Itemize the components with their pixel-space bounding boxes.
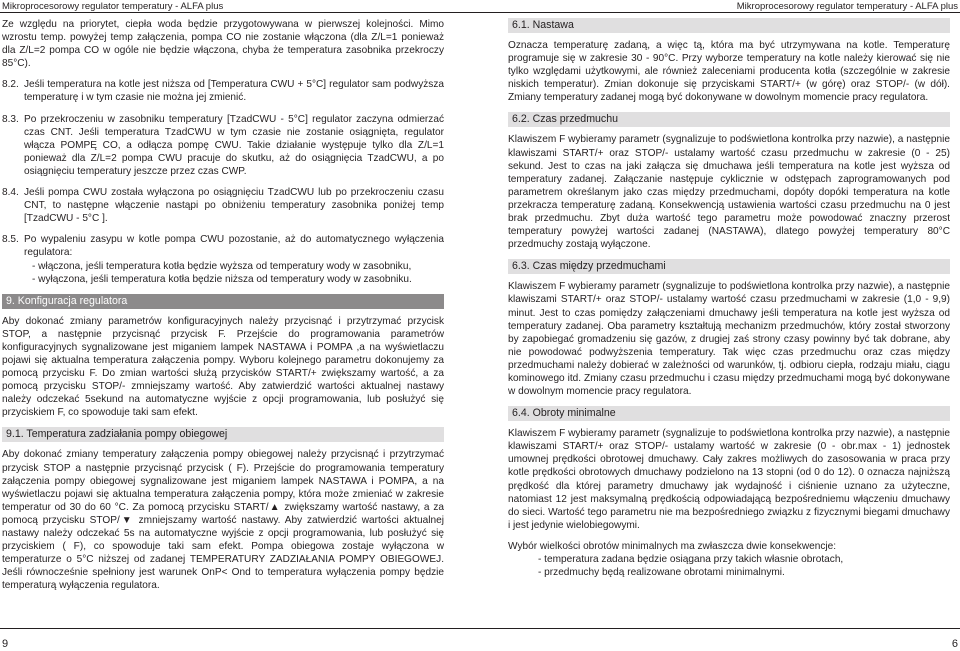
section-6-4-heading: 6.4. Obroty minimalne <box>508 406 950 421</box>
right-column <box>508 18 950 579</box>
left-column <box>2 18 444 600</box>
page-number-right: 6 <box>951 638 958 650</box>
header-right: Mikroprocesorowy regulator temperatury - ALFA plus <box>736 1 958 12</box>
paragraph-number: 8.2. <box>2 79 19 91</box>
paragraph-text: Po wypaleniu zasypu w kotle pompa CWU pozostanie, aż do automatycznego wyłączenia regulatora: <box>24 234 444 259</box>
page-number-left: 9 <box>2 638 9 650</box>
section-6-3-text: Klawiszem F wybieramy parametr (sygnalizuje to podświetlona kontrolka przy nazwie), a następnie klawiszami START/+ oraz STOP/- ustalamy wartość czasu przedmuchami w zakresie (1,0 - 9,9) minut. Jest to czas pomiędzy załączeniami dmuchawy jeśli temperatura na kotle jest wyższa od temperatury zadanej. Oba parametry kształtują mechanizm przedmuchów, który został stworzony by zapobiegać gromadzeniu się gazów, z drugiej zaś strony czasy powinny być tak dobrane, aby nie powodować podwyższenia temperatury. Tak więc czas przedmuchu oraz czas między przedmuchami należy dobierać w zależności od warunków, tj. odbioru ciepła, rodzaju miału, ciągu kominowego itd. Zmiany czasu przedmuchu i czasu między przedmuchami mogą być dokonywane w dowolnym momencie pracy regulatora. <box>508 281 950 398</box>
paragraph-8-4 <box>2 186 444 225</box>
section-9-heading: 9. Konfiguracja regulatora <box>2 294 444 309</box>
section-6-4-after: Wybór wielkości obrotów minimalnych ma zwłaszcza dwie konsekwencje: <box>508 540 837 552</box>
paragraph-8-5 <box>2 233 444 259</box>
paragraph-text: Jeśli pompa CWU została wyłączona po osiągnięciu TzadCWU lub po przekroczeniu czasu CNT, to następne włączenie nastąpi po obniżeniu temperatury zasobnika poniżej temp [TzadCWU - 5°C ]. <box>24 187 444 225</box>
paragraph-8-5-list <box>32 260 444 286</box>
paragraph-text: Jeśli temperatura na kotle jest niższa od [Temperatura CWU + 5°C] regulator sam podwyższa temperaturę i w tym czasie nie można jej zmienić. <box>24 79 444 104</box>
list-item: - wyłączona, jeśli temperatura kotła będzie niższa od temperatury wody w zasobniku. <box>32 273 412 285</box>
intro-paragraph: Ze względu na priorytet, ciepła woda będzie przygotowywana w pierwszej kolejności. Mimo wzrostu temp. powyżej temp załączenia, pompa CO nie zostanie włączona (dla Z/L=1 ponieważ dla Z/L=2 pompa CO w ogóle nie będzie włączona, chyba że temperatura zasobnika przekroczy 85°C). <box>2 19 444 70</box>
header-rule <box>0 12 960 13</box>
section-6-3-heading: 6.3. Czas między przedmuchami <box>508 259 950 274</box>
paragraph-number: 8.3. <box>2 113 19 125</box>
section-6-1-heading: 6.1. Nastawa <box>508 18 950 33</box>
section-6-4-text: Klawiszem F wybieramy parametr (sygnalizuje to podświetlona kontrolka przy nazwie), a następnie klawiszami START/+ oraz STOP/- ustalamy wartość w zakresie (0 - obr.max - 1) jednostek umownej prędkości obrotowej dmuchawy. Cały zakres możliwych do zasosowania w praca przy kotle prędkości obrotowych dmuchawy podzielono na 13 stopni (od 0 do 12). 0 oznacza najniższą prędkość dla której parametry dmuchawy jak wydajność i ciśnienie uznano za użyteczne, natomiast 12 jest maksymalną prędkością odpowiadającą bezpośredniemu włączeniu dmuchawy do sieci. Wartość tego parametru nie ma bezpośredniego związku z fizycznymi biegami dmuchawy i jest jedynie wielobiegowymi. <box>508 428 950 531</box>
list-item: - włączona, jeśli temperatura kotła będzie wyższa od temperatury wody w zasobniku, <box>32 260 412 272</box>
paragraph-8-3 <box>2 113 444 178</box>
section-6-1-text: Oznacza temperaturę zadaną, a więc tą, która ma być utrzymywana na kotle. Temperaturę programuje się w zakresie 30 - 90°C. Przy wyborze temperatury na kotle należy kierować się nie tylko względami użytkowymi, ale również zaleceniami producenta kotła (szczególnie w zakresie niskich temperatur). Zmian dokonuje się przyciskami START/+ (w górę) oraz STOP/- (w dół). Zmiany temperatury zadanej mogą być dokonywane w dowolnym momencie pracy regulatora. <box>508 40 950 104</box>
section-6-4-list <box>538 553 950 579</box>
header-left: Mikroprocesorowy regulator temperatury - ALFA plus <box>2 1 224 12</box>
section-9-text: Aby dokonać zmiany parametrów konfiguracyjnych należy przycisnąć i przytrzymać przycisk STOP, a następnie przycisnąć przycisk F. Przejście do programowania parametrów konfiguracyjnych sygnalizowane jest miganiem lampek NASTAWA i POMPA ,a na wyświetlaczu pojawi się aktualna temperatura załączenia pompy. Wyboru kolejnego parametru dokonujemy za pomocą przycisku F. Do zmian wartości służą przycisków START/+ zwiększamy wartość, a za pomocą przycisku STOP/- zmniejszamy wartość. Aby zatwierdzić wartości aktualnej nastawy należy odczekać 5sekund na automatyczne wyjście z opcji programowania, lub posłużyć się przyciskiem F, co spowoduje taki sam efekt. <box>2 315 444 419</box>
paragraph-number: 8.4. <box>2 187 19 199</box>
section-9-1-text: Aby dokonać zmiany temperatury załączenia pompy obiegowej należy przycisnąć i przytrzymać przycisk STOP a następnie przycisnąć przycisk ( F). Przejście do programowania temperatury załączenia pompy obiegowej sygnalizowane jest miganiem lampek NASTAWA i POMPA, a na wyświetlaczu pojawi się aktualna temperatura załączenia pompy, która może zmieniać w zakresie temperatur od 30 do 60 °C. Za pomocą przycisku START/▲ zwiększamy wartość nastawy, a za pomocą przycisku STOP/▼ zmniejszamy wartość nastawy. Aby zatwierdzić wartości aktualnej nastawy należy odczekać 5s na automatyczne wyjście z opcji programowania, lub posłużyć się przyciskiem ( F), co spowoduje taki sam efekt. Pompa obiegowa zostaje wyłączona w temperaturze o 5°C niższej od zadanej TEMPERATURY ZADZIAŁANIA POMPY OBIEGOWEJ. Jeśli równocześnie spełniony jest warunek OnP< Ond to temperatura wyłączenia pompy będzie temperaturą wyłączenia regulatora. <box>2 449 444 592</box>
paragraph-number: 8.5. <box>2 234 19 246</box>
section-6-2-text: Klawiszem F wybieramy parametr (sygnalizuje to podświetlona kontrolka przy nazwie), a następnie klawiszami START/+ oraz STOP/- ustalamy wartość czasu przedmuchu w zakresie (0 - 25) sekund. Jest to czas na jaki załącza się dmuchawa jeśli temperatura na kotle jest wyższa od temperatury zadanej. Załączanie następuje cyklicznie w odstępach zaprogramowanych pod parametrem określanym jako czas między przedmuchami, dopóty dopóki temperatura na kotle przekracza temperaturę zadaną. Konsekwencją ustawienia wartości czasu przedmuchu na 0 jest brak przedmuchu. Zbyt duża wartość tego parametru może powodować znaczny przerost temperatury powyżej wartości zadanej (NASTAWA), dlatego powyżej temperatury 80°C przedmuchy zostają wyłączone. <box>508 134 950 251</box>
paragraph-text: Po przekroczeniu w zasobniku temperatury [TzadCWU - 5°C] regulator zaczyna odmierzać czas CNT. Jeśli temperatura TzadCWU w tym czasie nie zostanie osiągnięta, regulator włącza POMPĘ CO, a odłącza pompę CWU. Takie działanie występuje tylko dla Z/L=1 ponieważ dla Z/L=2 pompa CWU pracuje do skutku, aż do osiągnięcia TzadCWU, a po osiągnięciu temperatury jeszcze przez czas CWP. <box>24 113 444 177</box>
list-item: - temperatura zadana będzie osiągana przy takich własnie obrotach, <box>538 554 844 565</box>
paragraph-8-2 <box>2 78 444 104</box>
section-6-2-heading: 6.2. Czas przedmuchu <box>508 112 950 127</box>
section-9-1-heading: 9.1. Temperatura zadziałania pompy obiegowej <box>2 427 444 442</box>
footer-rule <box>0 628 960 629</box>
list-item: - przedmuchy będą realizowane obrotami minimalnymi. <box>538 567 785 579</box>
